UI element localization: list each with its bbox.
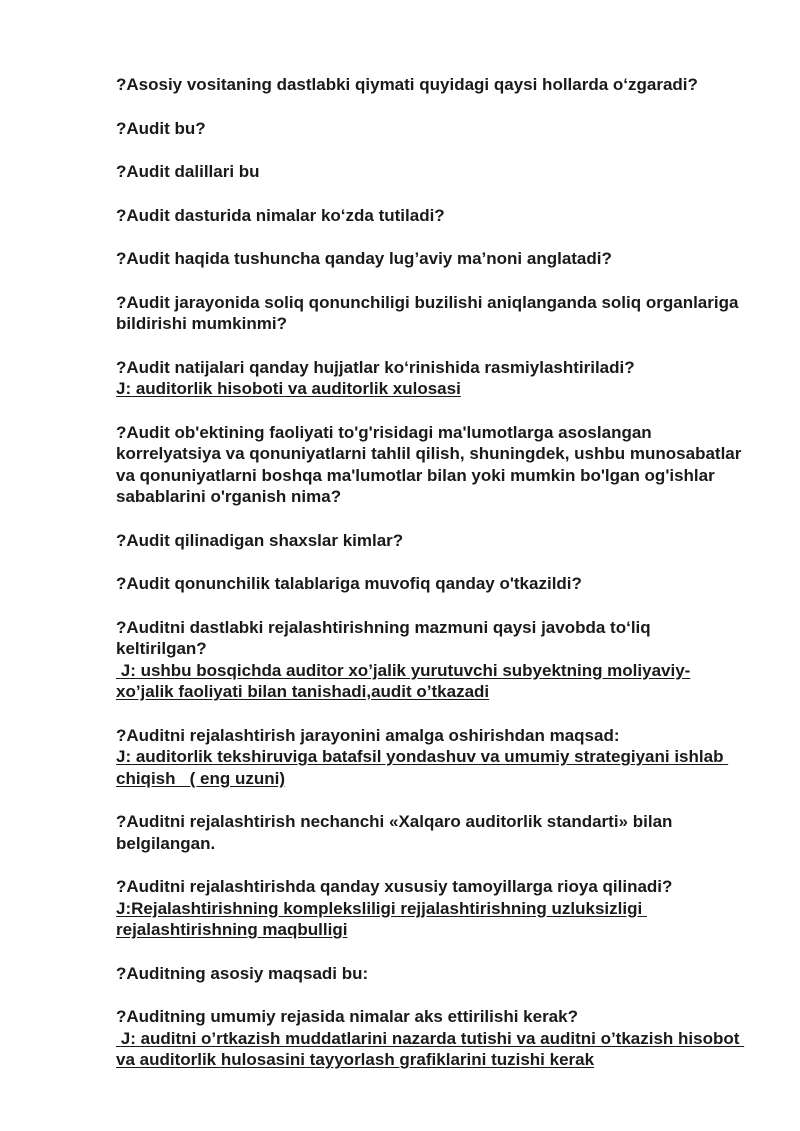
qa-item-10: [116, 573, 746, 595]
question-text: ?Asosiy vositaning dastlabki qiymati quyidagi qaysi hollarda o‘zgaradi?: [116, 75, 698, 94]
question-text: ?Auditni dastlabki rejalashtirishning mazmuni qaysi javobda to‘liq keltirilgan?: [116, 617, 656, 658]
qa-item-16: [116, 1006, 746, 1071]
question-text: ?Auditni rejalashtirishda qanday xususiy tamoyillarga rioya qilinadi?: [116, 877, 673, 896]
qa-item-13: [116, 811, 746, 854]
qa-item-3: [116, 161, 746, 183]
question-text: ?Audit bu?: [116, 118, 206, 138]
answer-text: J: auditni o’rtkazish muddatlarini nazarda tutishi va auditni o’tkazish hisobot va auditorlik hulosasini tayyorlash grafiklarini tuzishi kerak: [116, 1028, 745, 1069]
question-text: ?Audit dasturida nimalar ko‘zda tutiladi?: [116, 205, 445, 225]
question-text: ?Auditning asosiy maqsadi bu:: [116, 963, 369, 983]
qa-item-1: [116, 74, 746, 96]
qa-item-11: [116, 617, 746, 703]
question-text: ?Auditni rejalashtirish nechanchi «Xalqaro auditorlik standarti» bilan belgilangan.: [116, 812, 678, 853]
question-text: ?Audit natijalari qanday hujjatlar ko‘rinishida rasmiylashtiriladi?: [116, 357, 635, 377]
qa-item-14: [116, 876, 746, 941]
qa-item-12: [116, 725, 746, 790]
question-text: ?Audit dalillari bu: [116, 162, 260, 181]
qa-item-7: [116, 357, 746, 400]
question-text: ?Auditning umumiy rejasida nimalar aks ettirilishi kerak?: [116, 1007, 578, 1026]
answer-text: J: auditorlik tekshiruviga batafsil yondashuv va umumiy strategiyani ishlab chiqish ( eng uzuni): [116, 747, 729, 788]
qa-item-6: [116, 292, 746, 335]
question-text: ?Audit qilinadigan shaxslar kimlar?: [116, 530, 404, 550]
document-body: [116, 74, 746, 1093]
qa-item-8: [116, 422, 746, 508]
qa-item-15: [116, 963, 746, 985]
question-text: ?Audit qonunchilik talablariga muvofiq qanday o'tkazildi?: [116, 574, 582, 593]
answer-text: J: auditorlik hisoboti va auditorlik xulosasi: [116, 379, 461, 398]
answer-text: J: ushbu bosqichda auditor xo’jalik yurutuvchi subyektning moliyaviy-xo’jalik faoliyati bilan tanishadi,audit o’tkazadi: [116, 660, 691, 701]
qa-item-4: [116, 205, 746, 227]
answer-text: J:Rejalashtirishning kompleksliligi rejjalashtirishning uzluksizligi rejalashtirishning maqbulligi: [116, 898, 647, 939]
question-text: ?Audit haqida tushuncha qanday lug’aviy ma’noni anglatadi?: [116, 249, 612, 268]
qa-item-5: [116, 248, 746, 270]
qa-item-9: [116, 530, 746, 552]
question-text: ?Auditni rejalashtirish jarayonini amalga oshirishdan maqsad:: [116, 725, 620, 745]
question-text: ?Audit ob'ektining faoliyati to'g'risidagi ma'lumotlarga asoslangan korrelyatsiya va qonuniyatlarni tahlil qilish, shuningdek, ushbu munosabatlar va qonuniyatlarni boshqa ma'lumotlar bilan yoki mumkin bo'lgan og'ishlar sabablarini o'rganish nima?: [116, 422, 747, 506]
question-text: ?Audit jarayonida soliq qonunchiligi buzilishi aniqlanganda soliq organlariga bildirishi mumkinmi?: [116, 292, 744, 333]
qa-item-2: [116, 118, 746, 140]
